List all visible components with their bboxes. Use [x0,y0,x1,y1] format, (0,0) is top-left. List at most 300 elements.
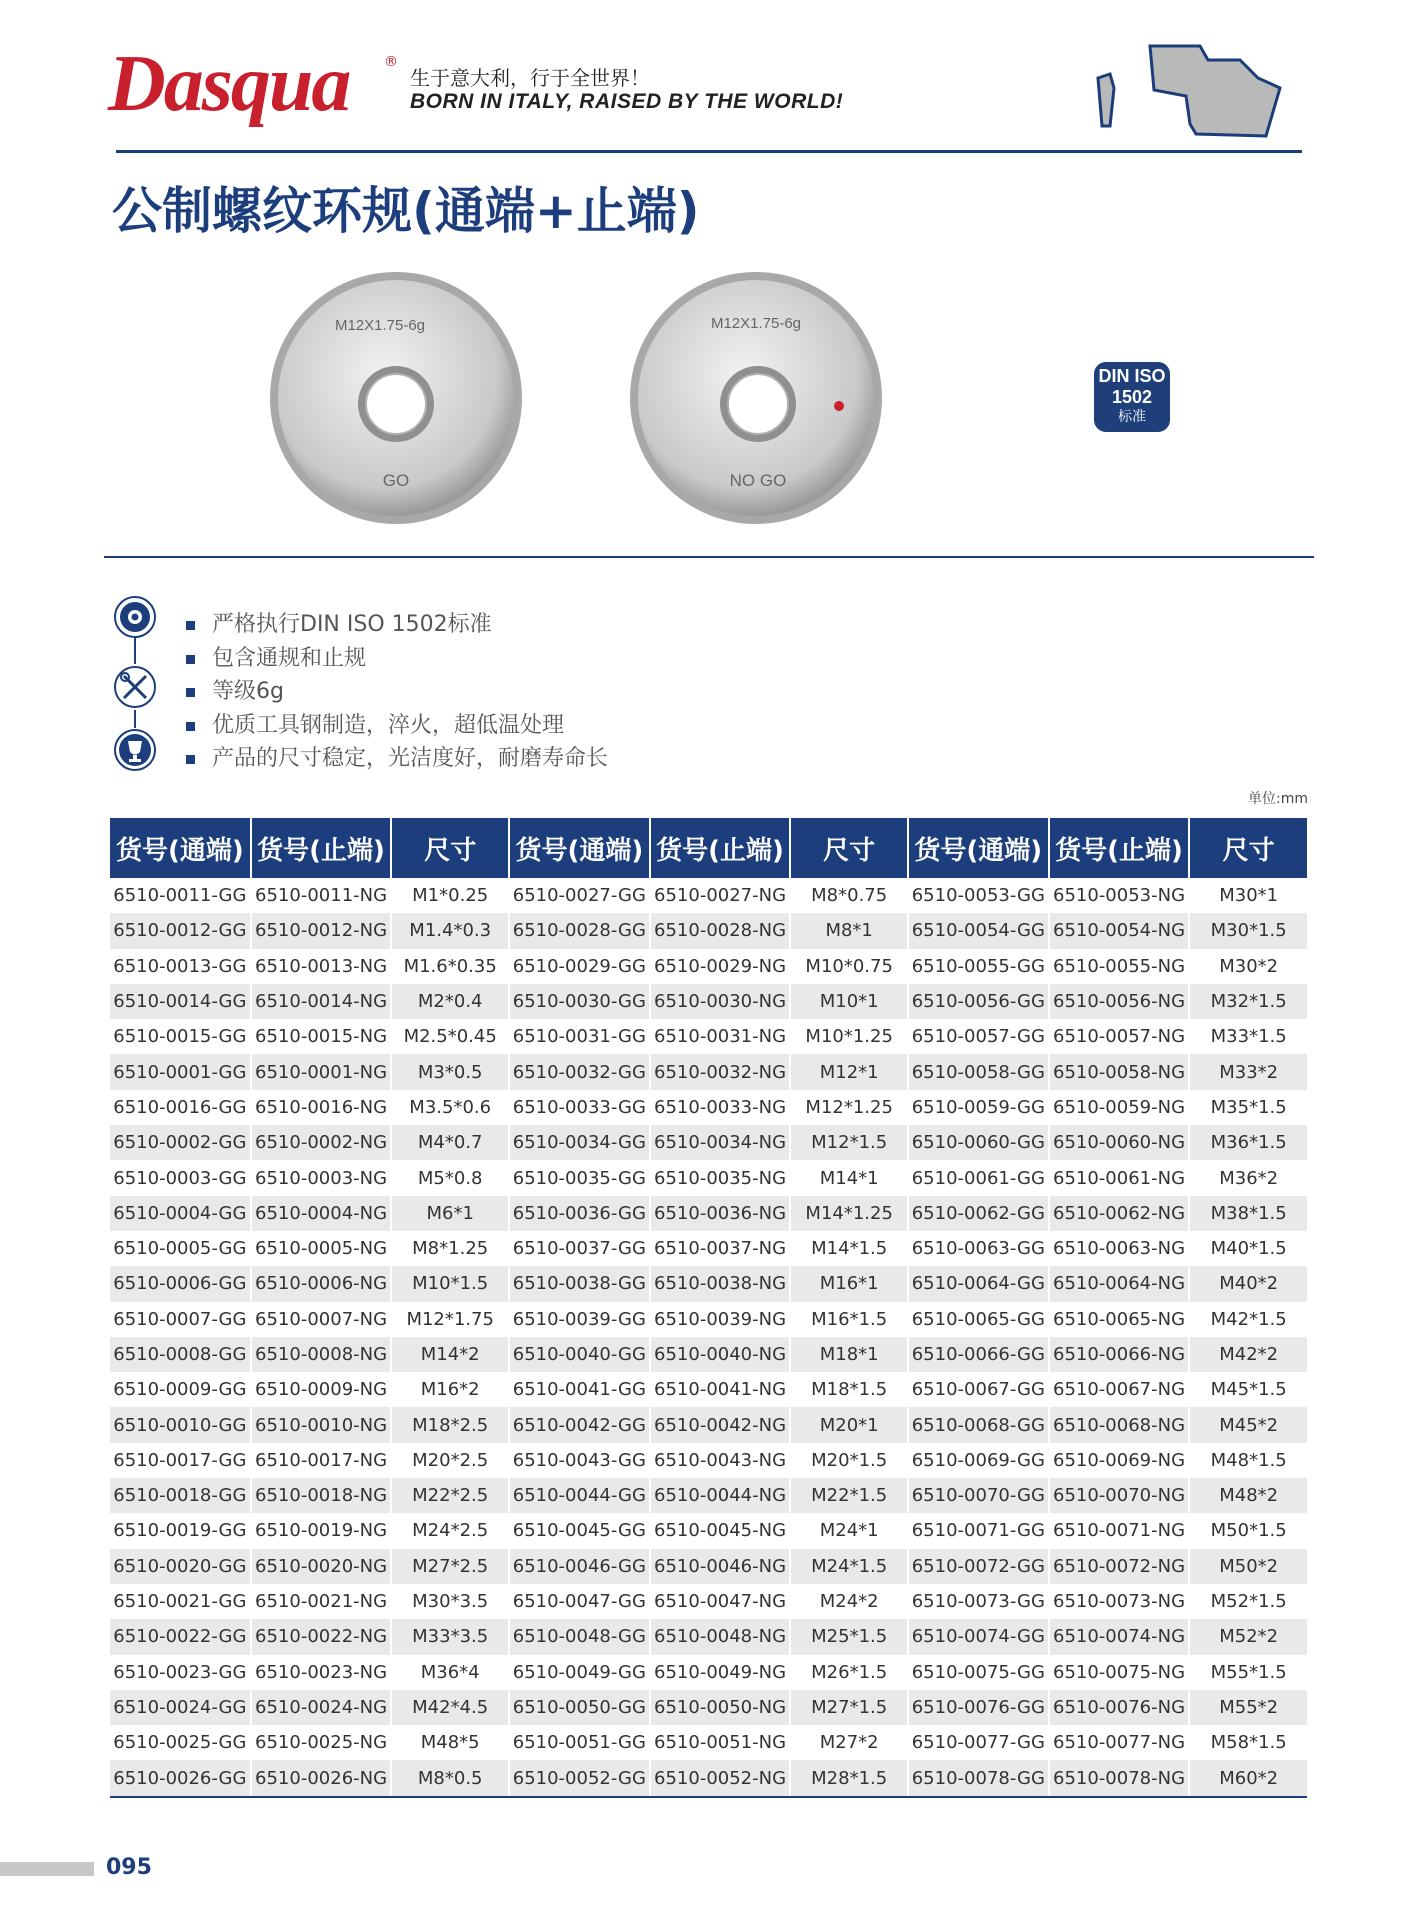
nogo-code-cell: 6510-0014-NG [251,984,392,1019]
size-cell: M18*2.5 [391,1407,509,1442]
go-code-cell: 6510-0005-GG [113,1238,247,1260]
go-gauge-image [268,270,524,526]
size-cell: M2.5*0.45 [391,1019,509,1054]
nogo-code-cell: 6510-0018-NG [251,1478,392,1513]
nogo-code-cell: 6510-0016-NG [251,1090,392,1125]
nogo-code-cell: 6510-0013-NG [251,949,392,984]
size-cell: M42*1.5 [1189,1302,1307,1337]
table-row [110,949,1307,984]
header-go-code: 货号(通端) [908,818,1049,878]
go-code-cell: 6510-0046-GG [509,1549,650,1584]
go-code-cell: 6510-0037-GG [509,1231,650,1266]
go-code-cell: 6510-0034-GG [509,1125,650,1160]
spec-table [110,818,1307,1798]
nogo-code-cell: 6510-0066-NG [1049,1337,1190,1372]
size-cell: M52*1.5 [1189,1584,1307,1619]
go-code-cell: 6510-0048-GG [509,1619,650,1654]
nogo-code-cell: 6510-0019-NG [251,1513,392,1548]
go-code-cell: 6510-0052-GG [509,1760,650,1796]
size-cell: M8*0.5 [391,1760,509,1796]
nogo-code-cell: 6510-0050-NG [650,1690,791,1725]
size-cell: M2*0.4 [391,984,509,1019]
nogo-code-cell: 6510-0054-NG [1049,913,1190,948]
table-row [110,1407,1307,1442]
size-cell: M18*1 [790,1337,908,1372]
go-code-cell: 6510-0031-GG [509,1019,650,1054]
nogo-code-cell: 6510-0020-NG [251,1549,392,1584]
nogo-code-cell: 6510-0038-NG [650,1266,791,1301]
go-code-cell: 6510-0054-GG [908,913,1049,948]
go-code-cell: 6510-0056-GG [908,984,1049,1019]
go-code-cell: 6510-0008-GG [110,1337,251,1372]
page-number: 095 [106,1855,152,1880]
go-code-cell: 6510-0074-GG [908,1619,1049,1654]
nogo-code-cell: 6510-0039-NG [650,1302,791,1337]
go-code-cell: 6510-0072-GG [908,1549,1049,1584]
size-cell: M16*1 [790,1266,908,1301]
feature-item: 严格执行DIN ISO 1502标准 [184,608,608,642]
table-row [110,1372,1307,1407]
nogo-code-cell: 6510-0048-NG [650,1619,791,1654]
nogo-code-cell: 6510-0036-NG [650,1196,791,1231]
feature-item: 等级6g [184,675,608,709]
go-code-cell: 6510-0068-GG [908,1407,1049,1442]
go-code-cell: 6510-0009-GG [113,1379,247,1401]
table-row [110,1266,1307,1301]
footer-bar [0,1862,94,1876]
nogo-code-cell: 6510-0040-NG [650,1337,791,1372]
go-code-cell: 6510-0063-GG [908,1231,1049,1266]
go-code-cell: 6510-0016-GG [113,1096,247,1118]
nogo-code-cell: 6510-0022-NG [251,1619,392,1654]
size-cell: M30*1.5 [1189,913,1307,948]
go-code-cell: 6510-0071-GG [908,1513,1049,1548]
size-cell: M45*1.5 [1189,1372,1307,1407]
go-code-cell: 6510-0041-GG [509,1372,650,1407]
go-code-cell: 6510-0078-GG [908,1760,1049,1796]
go-code-cell: 6510-0024-GG [110,1690,251,1725]
page-title: 公制螺纹环规(通端+止端) [112,182,700,240]
size-cell: M10*1.5 [391,1266,509,1301]
nogo-code-cell: 6510-0023-NG [251,1655,392,1690]
nogo-gauge-image [628,270,884,526]
nogo-code-cell: 6510-0077-NG [1049,1725,1190,1760]
go-code-cell: 6510-0027-GG [509,878,650,913]
size-cell: M22*2.5 [391,1478,509,1513]
nogo-code-cell: 6510-0011-NG [251,878,392,913]
header-size: 尺寸 [1189,818,1307,878]
badge-line1: DIN ISO [1098,366,1166,386]
nogo-code-cell: 6510-0047-NG [650,1584,791,1619]
size-cell: M12*1.75 [391,1302,509,1337]
go-code-cell: 6510-0044-GG [509,1478,650,1513]
size-cell: M27*1.5 [790,1690,908,1725]
table-row [110,984,1307,1019]
go-code-cell: 6510-0075-GG [908,1655,1049,1690]
go-code-cell: 6510-0003-GG [113,1167,247,1189]
go-code-cell: 6510-0062-GG [908,1196,1049,1231]
size-cell: M16*2 [391,1372,509,1407]
size-cell: M16*1.5 [790,1302,908,1337]
size-cell: M14*1.25 [790,1196,908,1231]
size-cell: M35*1.5 [1189,1090,1307,1125]
table-row [110,1760,1307,1796]
go-code-cell: 6510-0077-GG [908,1725,1049,1760]
size-cell: M58*1.5 [1189,1725,1307,1760]
size-cell: M52*2 [1189,1619,1307,1654]
go-code-cell: 6510-0069-GG [908,1443,1049,1478]
size-cell: M10*0.75 [790,949,908,984]
size-cell: M12*1.25 [790,1090,908,1125]
table-row [110,1690,1307,1725]
nogo-code-cell: 6510-0028-NG [650,913,791,948]
table-row [110,878,1307,913]
feature-item: 优质工具钢制造，淬火，超低温处理 [184,709,608,743]
header-nogo-code: 货号(止端) [1049,818,1190,878]
go-code-cell: 6510-0045-GG [509,1513,650,1548]
nogo-code-cell: 6510-0025-NG [251,1725,392,1760]
feature-list [184,608,608,776]
go-code-cell: 6510-0047-GG [509,1584,650,1619]
go-code-cell: 6510-0010-GG [110,1407,251,1442]
nogo-code-cell: 6510-0002-NG [251,1125,392,1160]
size-cell: M50*2 [1189,1549,1307,1584]
nogo-code-cell: 6510-0010-NG [251,1407,392,1442]
go-code-cell: 6510-0055-GG [908,949,1049,984]
size-cell: M22*1.5 [790,1478,908,1513]
feature-item: 产品的尺寸稳定，光洁度好，耐磨寿命长 [184,742,608,776]
size-cell: M14*1 [790,1160,908,1195]
nogo-code-cell: 6510-0062-NG [1049,1196,1190,1231]
go-code-cell: 6510-0035-GG [509,1160,650,1195]
gear-icon [115,597,155,637]
go-code-cell: 6510-0013-GG [113,955,247,977]
go-code-cell: 6510-0029-GG [509,949,650,984]
nogo-code-cell: 6510-0009-NG [251,1372,392,1407]
nogo-code-cell: 6510-0068-NG [1049,1407,1190,1442]
nogo-code-cell: 6510-0044-NG [650,1478,791,1513]
nogo-code-cell: 6510-0057-NG [1049,1019,1190,1054]
table-row [110,1337,1307,1372]
size-cell: M24*2.5 [391,1513,509,1548]
go-code-cell: 6510-0017-GG [113,1449,247,1471]
nogo-code-cell: 6510-0035-NG [650,1160,791,1195]
nogo-code-cell: 6510-0008-NG [251,1337,392,1372]
size-cell: M48*1.5 [1189,1443,1307,1478]
go-code-cell: 6510-0073-GG [908,1584,1049,1619]
nogo-code-cell: 6510-0067-NG [1049,1372,1190,1407]
go-code-cell: 6510-0040-GG [509,1337,650,1372]
go-code-cell: 6510-0036-GG [509,1196,650,1231]
size-cell: M30*1 [1189,878,1307,913]
size-cell: M24*1.5 [790,1549,908,1584]
size-cell: M50*1.5 [1189,1513,1307,1548]
nogo-code-cell: 6510-0055-NG [1049,949,1190,984]
go-code-cell: 6510-0067-GG [908,1372,1049,1407]
nogo-code-cell: 6510-0078-NG [1049,1760,1190,1796]
header-nogo-code: 货号(止端) [251,818,392,878]
nogo-code-cell: 6510-0037-NG [650,1231,791,1266]
header-divider [116,150,1302,153]
size-cell: M6*1 [391,1196,509,1231]
go-gauge-label: GO [382,471,410,490]
table-row [110,1619,1307,1654]
nogo-gauge-marking: M12X1.75-6g [710,315,802,332]
header-nogo-code: 货号(止端) [650,818,791,878]
nogo-code-cell: 6510-0042-NG [650,1407,791,1442]
size-cell: M24*2 [790,1584,908,1619]
nogo-code-cell: 6510-0053-NG [1049,878,1190,913]
nogo-code-cell: 6510-0071-NG [1049,1513,1190,1548]
size-cell: M14*1.5 [790,1231,908,1266]
size-cell: M20*1 [790,1407,908,1442]
size-cell: M5*0.8 [391,1160,509,1195]
table-row [110,1019,1307,1054]
nogo-gauge-label: NO GO [729,471,787,490]
table-row [110,1090,1307,1125]
size-cell: M48*2 [1189,1478,1307,1513]
nogo-code-cell: 6510-0005-NG [251,1231,392,1266]
nogo-code-cell: 6510-0043-NG [650,1443,791,1478]
go-code-cell: 6510-0070-GG [908,1478,1049,1513]
size-cell: M3*0.5 [391,1054,509,1089]
nogo-code-cell: 6510-0052-NG [650,1760,791,1796]
size-cell: M20*1.5 [790,1443,908,1478]
size-cell: M12*1.5 [790,1125,908,1160]
table-row [110,1584,1307,1619]
size-cell: M48*5 [391,1725,509,1760]
nogo-code-cell: 6510-0027-NG [650,878,791,913]
nogo-code-cell: 6510-0024-NG [251,1690,392,1725]
nogo-code-cell: 6510-0034-NG [650,1125,791,1160]
go-code-cell: 6510-0059-GG [908,1090,1049,1125]
nogo-code-cell: 6510-0072-NG [1049,1549,1190,1584]
go-code-cell: 6510-0022-GG [110,1619,251,1654]
nogo-code-cell: 6510-0041-NG [650,1372,791,1407]
nogo-code-cell: 6510-0058-NG [1049,1054,1190,1089]
size-cell: M1*0.25 [391,878,509,913]
size-cell: M33*1.5 [1189,1019,1307,1054]
italy-map-icon [1090,38,1290,143]
go-code-cell: 6510-0018-GG [110,1478,251,1513]
table-row [110,1725,1307,1760]
table-row [110,913,1307,948]
go-code-cell: 6510-0011-GG [113,885,247,907]
size-cell: M45*2 [1189,1407,1307,1442]
table-row [110,1513,1307,1548]
nogo-code-cell: 6510-0046-NG [650,1549,791,1584]
slogan-chinese: 生于意大利，行于全世界！ [410,66,650,90]
go-code-cell: 6510-0065-GG [908,1302,1049,1337]
nogo-code-cell: 6510-0056-NG [1049,984,1190,1019]
nogo-code-cell: 6510-0012-NG [251,913,392,948]
nogo-code-cell: 6510-0060-NG [1049,1125,1190,1160]
size-cell: M20*2.5 [391,1443,509,1478]
size-cell: M14*2 [391,1337,509,1372]
size-cell: M12*1 [790,1054,908,1089]
size-cell: M27*2.5 [391,1549,509,1584]
go-code-cell: 6510-0014-GG [110,984,251,1019]
nogo-code-cell: 6510-0030-NG [650,984,791,1019]
size-cell: M33*2 [1189,1054,1307,1089]
size-cell: M30*2 [1189,949,1307,984]
size-cell: M8*0.75 [790,878,908,913]
size-cell: M18*1.5 [790,1372,908,1407]
nogo-code-cell: 6510-0076-NG [1049,1690,1190,1725]
size-cell: M28*1.5 [790,1760,908,1796]
size-cell: M1.6*0.35 [391,949,509,984]
go-code-cell: 6510-0058-GG [908,1054,1049,1089]
nogo-code-cell: 6510-0015-NG [251,1019,392,1054]
go-code-cell: 6510-0057-GG [908,1019,1049,1054]
nogo-code-cell: 6510-0032-NG [650,1054,791,1089]
size-cell: M42*4.5 [391,1690,509,1725]
nogo-code-cell: 6510-0031-NG [650,1019,791,1054]
size-cell: M24*1 [790,1513,908,1548]
unit-label: 单位:mm [1248,791,1308,807]
header-size: 尺寸 [790,818,908,878]
nogo-code-cell: 6510-0001-NG [251,1054,392,1089]
table-row [110,1478,1307,1513]
go-code-cell: 6510-0064-GG [908,1266,1049,1301]
go-code-cell: 6510-0050-GG [509,1690,650,1725]
size-cell: M32*1.5 [1189,984,1307,1019]
header-go-code: 货号(通端) [509,818,650,878]
size-cell: M36*4 [391,1655,509,1690]
size-cell: M36*1.5 [1189,1125,1307,1160]
go-code-cell: 6510-0061-GG [908,1160,1049,1195]
go-code-cell: 6510-0049-GG [509,1655,650,1690]
size-cell: M60*2 [1189,1760,1307,1796]
nogo-code-cell: 6510-0045-NG [650,1513,791,1548]
table-row [110,1443,1307,1478]
nogo-code-cell: 6510-0075-NG [1049,1655,1190,1690]
size-cell: M36*2 [1189,1160,1307,1195]
nogo-code-cell: 6510-0063-NG [1049,1231,1190,1266]
nogo-code-cell: 6510-0033-NG [650,1090,791,1125]
table-row [110,1125,1307,1160]
go-code-cell: 6510-0019-GG [113,1520,247,1542]
nogo-code-cell: 6510-0017-NG [251,1443,392,1478]
size-cell: M10*1 [790,984,908,1019]
go-code-cell: 6510-0066-GG [908,1337,1049,1372]
table-row [110,1549,1307,1584]
nogo-code-cell: 6510-0069-NG [1049,1443,1190,1478]
badge-line2: 1502 [1111,387,1153,407]
table-row [110,1160,1307,1195]
size-cell: M10*1.25 [790,1019,908,1054]
nogo-code-cell: 6510-0051-NG [650,1725,791,1760]
table-row [110,1302,1307,1337]
size-cell: M25*1.5 [790,1619,908,1654]
nogo-code-cell: 6510-0003-NG [251,1160,392,1195]
nogo-code-cell: 6510-0070-NG [1049,1478,1190,1513]
go-gauge-marking: M12X1.75-6g [334,317,426,334]
table-body [110,878,1307,1797]
size-cell: M26*1.5 [790,1655,908,1690]
size-cell: M55*2 [1189,1690,1307,1725]
badge-line3: 标准 [1118,408,1146,424]
go-code-cell: 6510-0007-GG [113,1308,247,1330]
feature-icons-column [110,594,160,794]
go-code-cell: 6510-0023-GG [113,1661,247,1683]
size-cell: M3.5*0.6 [391,1090,509,1125]
size-cell: M1.4*0.3 [391,913,509,948]
nogo-code-cell: 6510-0074-NG [1049,1619,1190,1654]
go-code-cell: 6510-0012-GG [110,913,251,948]
nogo-code-cell: 6510-0007-NG [251,1302,392,1337]
trophy-icon [115,730,155,770]
slogan-english: BORN IN ITALY, RAISED BY THE WORLD! [410,90,844,113]
go-code-cell: 6510-0053-GG [908,878,1049,913]
size-cell: M55*1.5 [1189,1655,1307,1690]
go-code-cell: 6510-0030-GG [509,984,650,1019]
go-code-cell: 6510-0020-GG [110,1549,251,1584]
go-code-cell: 6510-0043-GG [509,1443,650,1478]
go-code-cell: 6510-0039-GG [509,1302,650,1337]
go-code-cell: 6510-0060-GG [908,1125,1049,1160]
go-code-cell: 6510-0006-GG [110,1266,251,1301]
go-code-cell: 6510-0051-GG [509,1725,650,1760]
table-header-row [110,818,1307,878]
go-code-cell: 6510-0038-GG [509,1266,650,1301]
go-code-cell: 6510-0076-GG [908,1690,1049,1725]
size-cell: M42*2 [1189,1337,1307,1372]
header-size: 尺寸 [391,818,509,878]
go-code-cell: 6510-0001-GG [110,1054,251,1089]
table-row [110,1231,1307,1266]
size-cell: M8*1.25 [391,1231,509,1266]
go-code-cell: 6510-0002-GG [110,1125,251,1160]
size-cell: M40*1.5 [1189,1231,1307,1266]
nogo-code-cell: 6510-0064-NG [1049,1266,1190,1301]
go-code-cell: 6510-0042-GG [509,1407,650,1442]
size-cell: M33*3.5 [391,1619,509,1654]
table-row [110,1054,1307,1089]
go-code-cell: 6510-0033-GG [509,1090,650,1125]
go-code-cell: 6510-0028-GG [509,913,650,948]
nogo-code-cell: 6510-0029-NG [650,949,791,984]
size-cell: M4*0.7 [391,1125,509,1160]
section-divider [104,556,1314,558]
nogo-code-cell: 6510-0065-NG [1049,1302,1190,1337]
go-code-cell: 6510-0004-GG [110,1196,251,1231]
tools-icon [115,667,155,707]
header-go-code: 货号(通端) [110,818,251,878]
brand-logo: Dasqua [108,40,350,128]
feature-item: 包含通规和止规 [184,642,608,676]
size-cell: M38*1.5 [1189,1196,1307,1231]
go-code-cell: 6510-0032-GG [509,1054,650,1089]
size-cell: M40*2 [1189,1266,1307,1301]
go-code-cell: 6510-0025-GG [113,1732,247,1754]
nogo-code-cell: 6510-0004-NG [251,1196,392,1231]
nogo-code-cell: 6510-0059-NG [1049,1090,1190,1125]
table-row [110,1655,1307,1690]
registered-mark: ® [384,54,398,70]
go-code-cell: 6510-0015-GG [113,1026,247,1048]
go-code-cell: 6510-0021-GG [113,1591,247,1613]
table-row [110,1196,1307,1231]
size-cell: M27*2 [790,1725,908,1760]
size-cell: M30*3.5 [391,1584,509,1619]
nogo-code-cell: 6510-0073-NG [1049,1584,1190,1619]
nogo-code-cell: 6510-0049-NG [650,1655,791,1690]
nogo-code-cell: 6510-0061-NG [1049,1160,1190,1195]
go-code-cell: 6510-0026-GG [110,1760,251,1796]
din-iso-badge [1094,362,1170,432]
size-cell: M8*1 [790,913,908,948]
